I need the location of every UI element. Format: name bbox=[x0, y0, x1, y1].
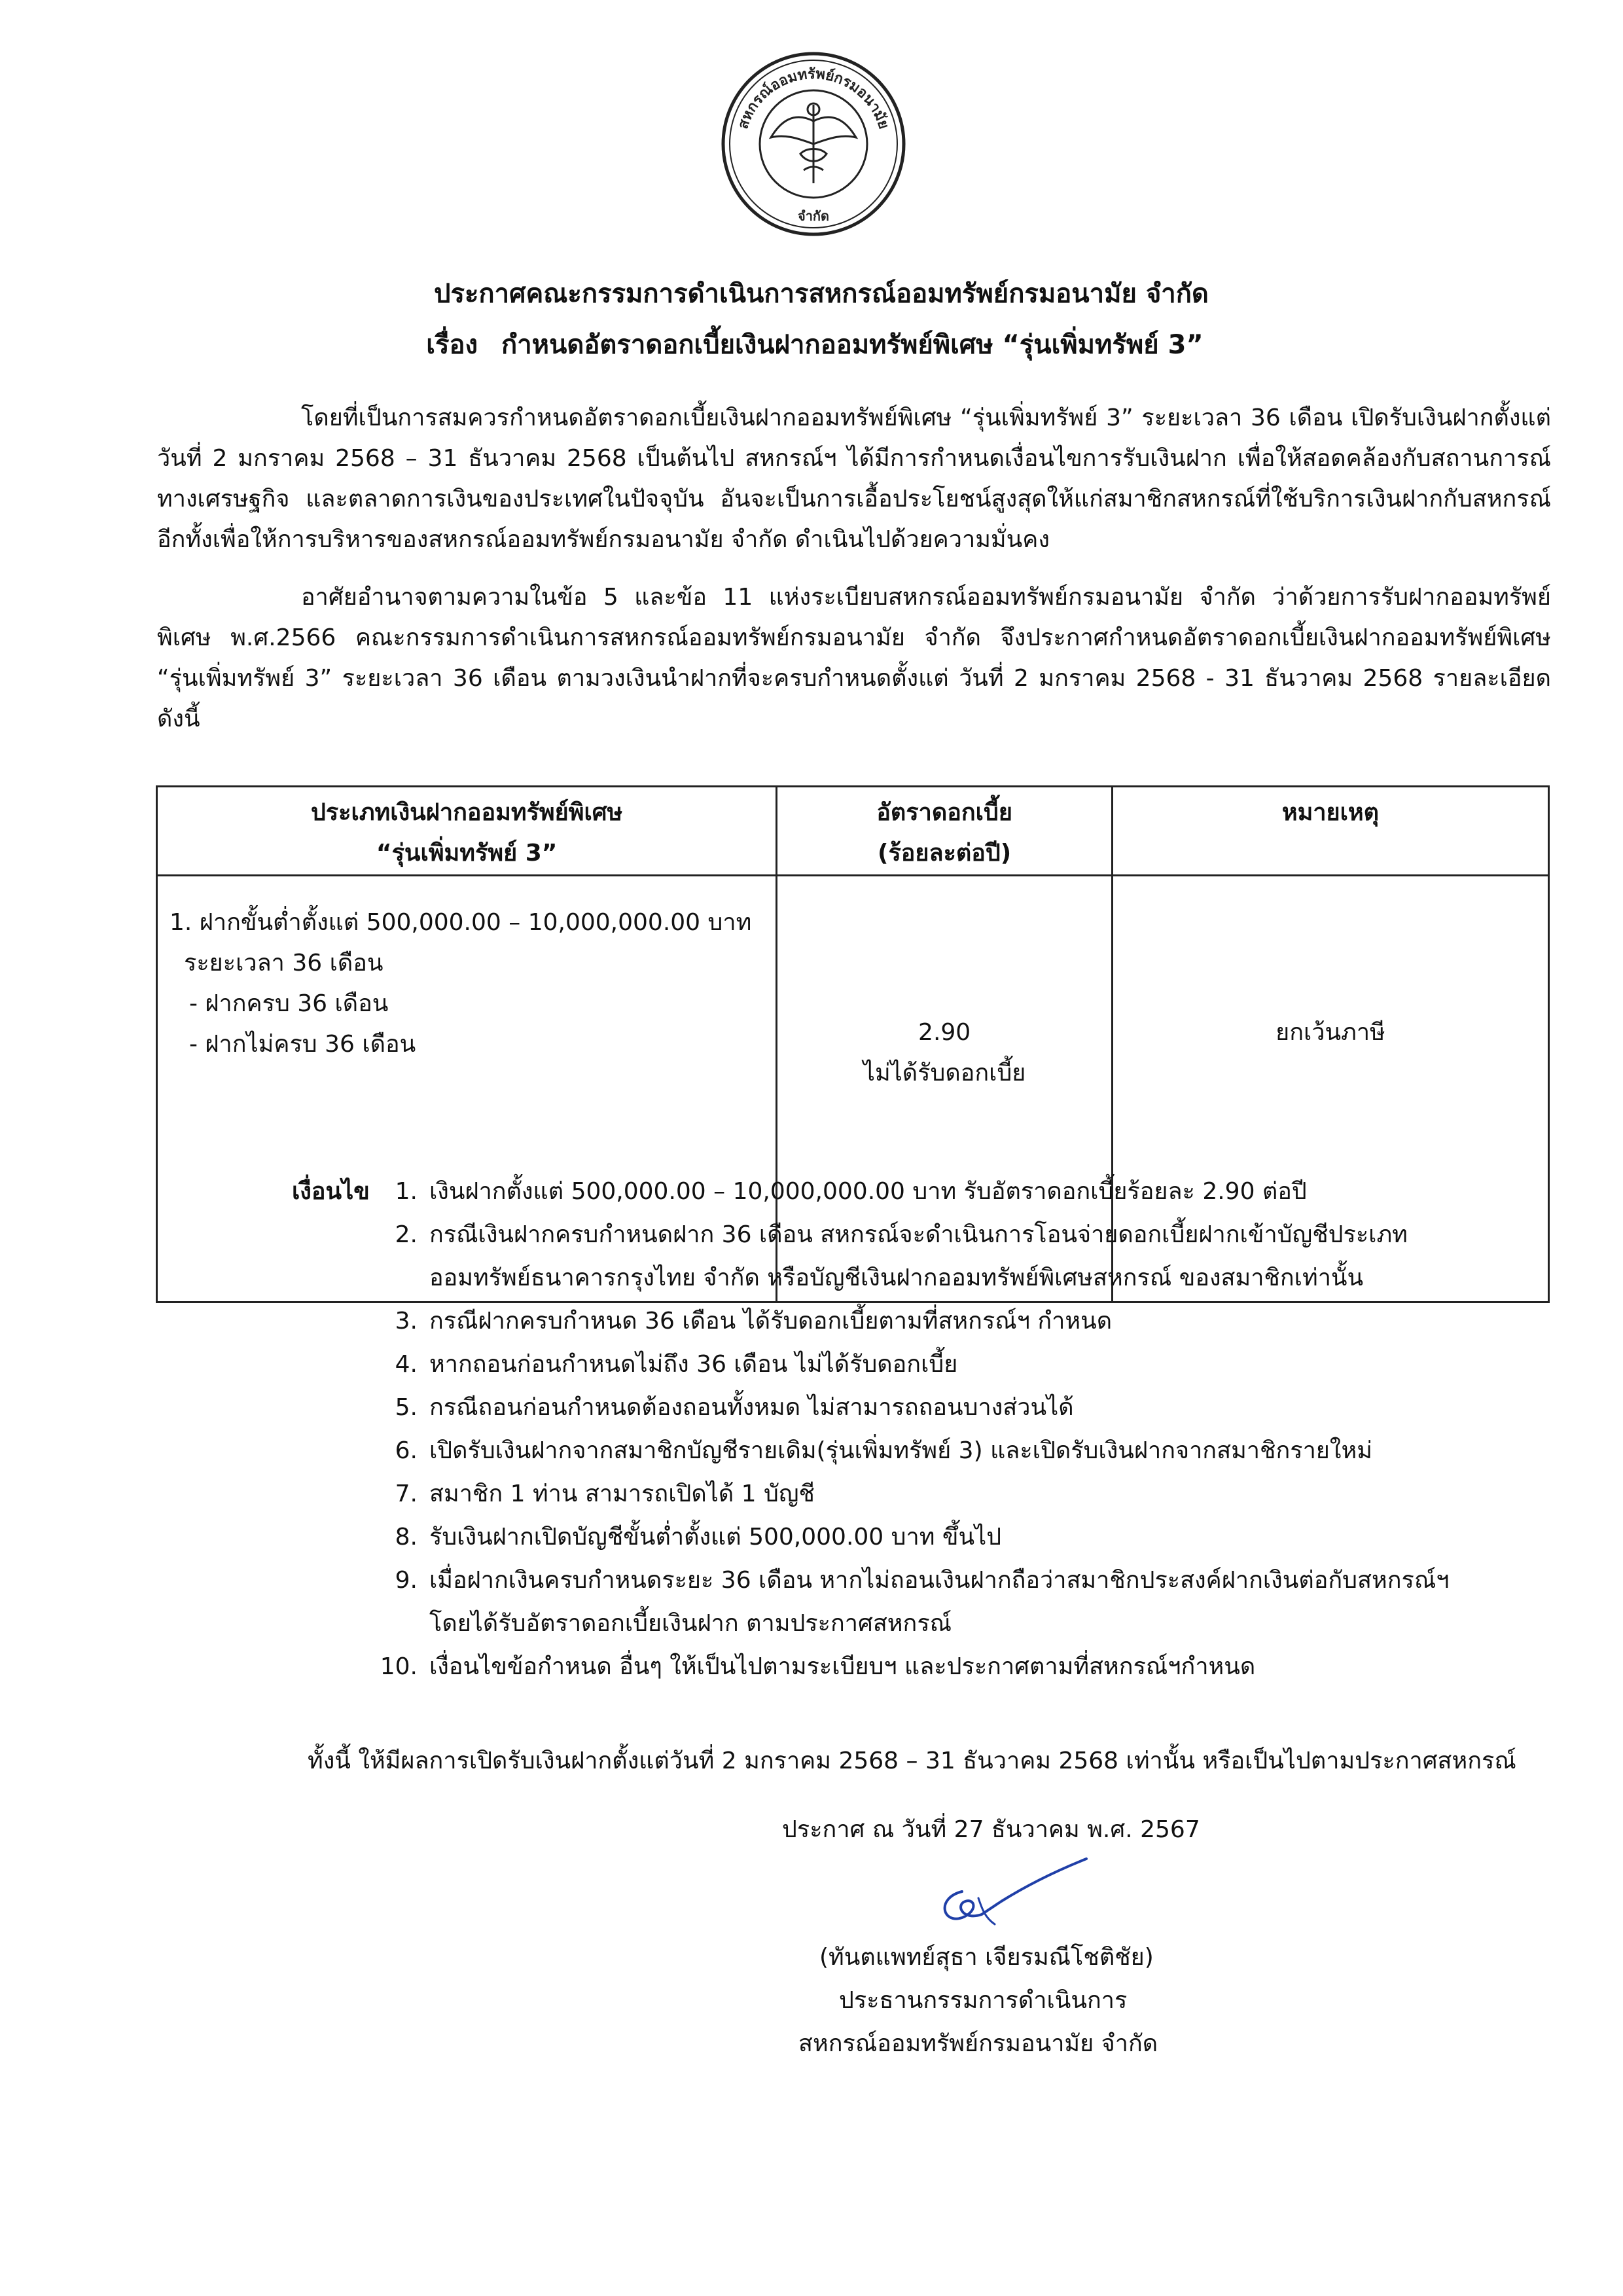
signature-mark bbox=[916, 1852, 1093, 1937]
list-item-number: 3. bbox=[395, 1308, 418, 1335]
signer-name: (ทันตแพทย์สุธา เจียรมณีโชติชัย) bbox=[819, 1944, 1154, 1971]
cooperative-seal bbox=[719, 49, 908, 239]
list-item-line: กรณีถอนก่อนกำหนดต้องถอนทั้งหมด ไม่สามารถถอนบางส่วนได้ bbox=[429, 1394, 1074, 1421]
list-item-number: 4. bbox=[395, 1351, 418, 1378]
conditions-list bbox=[372, 1170, 1569, 1689]
list-item-line: เปิดรับเงินฝากจากสมาชิกบัญชีรายเดิม(รุ่นเพิ่มทรัพย์ 3) และเปิดรับเงินฝากจากสมาชิกรายใหม่ bbox=[429, 1437, 1372, 1464]
subject-label: เรื่อง bbox=[426, 330, 478, 360]
conditions-section bbox=[293, 1170, 1569, 1689]
list-item bbox=[372, 1386, 1569, 1429]
list-item-text bbox=[429, 1213, 1569, 1300]
seal-text: สหกรณ์ออมทรัพย์กรมอนามัย bbox=[735, 65, 892, 132]
announcement-title-block bbox=[0, 268, 1623, 370]
list-item-number: 8. bbox=[395, 1524, 418, 1551]
list-item bbox=[372, 1645, 1569, 1689]
list-item-text bbox=[429, 1386, 1569, 1429]
announcement-title: ประกาศคณะกรรมการดำเนินการสหกรณ์ออมทรัพย์กรมอนามัย จำกัด bbox=[434, 279, 1209, 309]
header-interest-rate: อัตราดอกเบี้ย (ร้อยละต่อปี) bbox=[777, 787, 1113, 876]
seal-side-text: จำกัด bbox=[797, 208, 830, 224]
list-item-number: 10. bbox=[380, 1653, 418, 1680]
table-header-row bbox=[157, 787, 1549, 876]
list-item bbox=[372, 1429, 1569, 1473]
list-item-text bbox=[429, 1559, 1569, 1645]
signer-organization: สหกรณ์ออมทรัพย์กรมอนามัย จำกัด bbox=[798, 2030, 1158, 2057]
body-paragraph-2: อาศัยอำนาจตามความในข้อ 5 และข้อ 11 แห่งระเบียบสหกรณ์ออมทรัพย์กรมอนามัย จำกัด ว่าด้วยการรับฝากออมทรัพย์พิเศษ พ.ศ.2566 คณะกรรมการดำเนินการสหกรณ์ออมทรัพย์กรมอนามัย จำกัด จึงประกาศกำหนดอัตราดอกเบี้ยเงินฝากออมทรัพย์พิเศษ “รุ่นเพิ่มทรัพย์ 3” ระยะเวลา 36 เดือน ตามวงเงินนำฝากที่จะครบกำหนดตั้งแต่ วันที่ 2 มกราคม 2568 - 31 ธันวาคม 2568 รายละเอียด ดังนี้ bbox=[157, 584, 1551, 732]
list-item bbox=[372, 1559, 1569, 1645]
announcement-date: ประกาศ ณ วันที่ 27 ธันวาคม พ.ศ. 2567 bbox=[782, 1816, 1200, 1843]
list-item-number: 5. bbox=[395, 1394, 418, 1421]
signer-position: ประธานกรรมการดำเนินการ bbox=[839, 1987, 1128, 2014]
list-item-line: เงื่อนไขข้อกำหนด อื่นๆ ให้เป็นไปตามระเบียบฯ และประกาศตามที่สหกรณ์ฯกำหนด bbox=[429, 1653, 1256, 1680]
effective-statement: ทั้งนี้ ให้มีผลการเปิดรับเงินฝากตั้งแต่วันที่ 2 มกราคม 2568 – 31 ธันวาคม 2568 เท่านั้น หรือเป็นไปตามประกาศสหกรณ์ bbox=[308, 1748, 1516, 1774]
list-item bbox=[372, 1300, 1569, 1343]
list-item-line: หากถอนก่อนกำหนดไม่ถึง 36 เดือน ไม่ได้รับดอกเบี้ย bbox=[429, 1351, 958, 1378]
list-item-line: กรณีเงินฝากครบกำหนดฝาก 36 เดือน สหกรณ์จะดำเนินการโอนจ่ายดอกเบี้ยฝากเข้าบัญชีประเภท bbox=[429, 1221, 1408, 1248]
body-paragraph-1: โดยที่เป็นการสมควรกำหนดอัตราดอกเบี้ยเงินฝากออมทรัพย์พิเศษ “รุ่นเพิ่มทรัพย์ 3” ระยะเวลา 36 เดือน เปิดรับเงินฝากตั้งแต่วันที่ 2 มกราคม 2568 – 31 ธันวาคม 2568 เป็นต้นไป สหกรณ์ฯ ได้มีการกำหนดเงื่อนไขการรับเงินฝาก เพื่อให้สอดคล้องกับสถานการณ์ทางเศรษฐกิจ และตลาดการเงินของประเทศในปัจจุบัน อันจะเป็นการเอื้อประโยชน์สูงสุดให้แก่สมาชิกสหกรณ์ที่ใช้บริการเงินฝากกับสหกรณ์อีกทั้งเพื่อให้การบริหารของสหกรณ์ออมทรัพย์กรมอนามัย จำกัด ดำเนินไปด้วยความมั่นคง bbox=[157, 404, 1551, 553]
list-item bbox=[372, 1473, 1569, 1516]
list-item-text bbox=[429, 1473, 1569, 1516]
conditions-label: เงื่อนไข bbox=[292, 1178, 370, 1205]
list-item bbox=[372, 1343, 1569, 1386]
list-item bbox=[372, 1516, 1569, 1559]
header-deposit-type: ประเภทเงินฝากออมทรัพย์พิเศษ “รุ่นเพิ่มทรัพย์ 3” bbox=[157, 787, 777, 876]
list-item-line: สมาชิก 1 ท่าน สามารถเปิดได้ 1 บัญชี bbox=[429, 1480, 815, 1507]
header-remark: หมายเหตุ bbox=[1112, 787, 1548, 876]
list-item-text bbox=[429, 1170, 1569, 1213]
list-item-line: โดยได้รับอัตราดอกเบี้ยเงินฝาก ตามประกาศสหกรณ์ bbox=[429, 1610, 952, 1637]
list-item bbox=[372, 1170, 1569, 1213]
list-item-number: 7. bbox=[395, 1480, 418, 1507]
list-item-line: เมื่อฝากเงินครบกำหนดระยะ 36 เดือน หากไม่ถอนเงินฝากถือว่าสมาชิกประสงค์ฝากเงินต่อกับสหกรณ์ฯ bbox=[429, 1567, 1450, 1594]
list-item-number: 9. bbox=[395, 1567, 418, 1594]
list-item bbox=[372, 1213, 1569, 1300]
deposit-type-cell: 1. ฝากขั้นต่ำตั้งแต่ 500,000.00 – 10,000,000.00 บาท ระยะเวลา 36 เดือน - ฝากครบ 36 เดือน - ฝากไม่ครบ 36 เดือน bbox=[157, 876, 777, 1302]
list-item-text bbox=[429, 1343, 1569, 1386]
interest-rate-cell: 2.90 ไม่ได้รับดอกเบี้ย bbox=[777, 876, 1113, 1302]
list-item-text bbox=[429, 1300, 1569, 1343]
list-item-text bbox=[429, 1516, 1569, 1559]
list-item-text bbox=[429, 1429, 1569, 1473]
subject-text: กำหนดอัตราดอกเบี้ยเงินฝากออมทรัพย์พิเศษ “รุ่นเพิ่มทรัพย์ 3” bbox=[501, 330, 1204, 360]
announcement-subject bbox=[0, 319, 1623, 370]
list-item-number: 2. bbox=[395, 1221, 418, 1248]
list-item-line: ออมทรัพย์ธนาคารกรุงไทย จำกัด หรือบัญชีเงินฝากออมทรัพย์พิเศษสหกรณ์ ของสมาชิกเท่านั้น bbox=[429, 1265, 1364, 1291]
list-item-number: 6. bbox=[395, 1437, 418, 1464]
list-item-line: รับเงินฝากเปิดบัญชีขั้นต่ำตั้งแต่ 500,000.00 บาท ขึ้นไป bbox=[429, 1524, 1002, 1551]
list-item-number: 1. bbox=[395, 1178, 418, 1205]
list-item-text bbox=[429, 1645, 1569, 1689]
list-item-line: กรณีฝากครบกำหนด 36 เดือน ได้รับดอกเบี้ยตามที่สหกรณ์ฯ กำหนด bbox=[429, 1308, 1113, 1335]
signature-block bbox=[785, 1936, 1243, 2066]
remark-cell: ยกเว้นภาษี bbox=[1112, 876, 1548, 1302]
garuda-emblem-icon bbox=[771, 103, 856, 183]
list-item-line: เงินฝากตั้งแต่ 500,000.00 – 10,000,000.00 บาท รับอัตราดอกเบี้ยร้อยละ 2.90 ต่อปี bbox=[429, 1178, 1307, 1205]
